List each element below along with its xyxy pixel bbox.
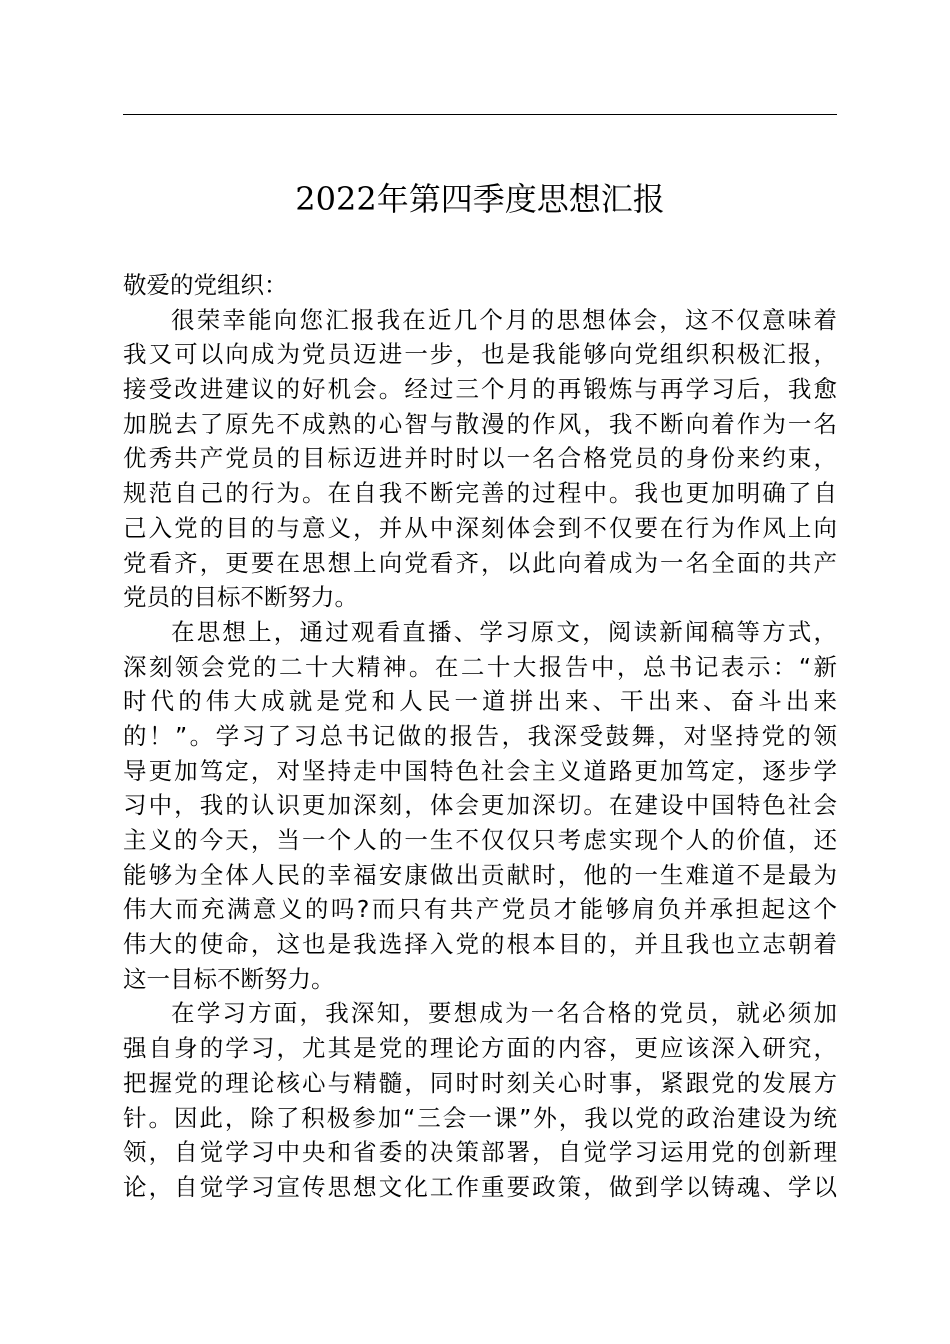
paragraph-2-line: 伟大的使命，这也是我选择入党的根本目的，并且我也立志朝着 — [123, 930, 837, 959]
paragraph-2-line: 在思想上，通过观看直播、学习原文，阅读新闻稿等方式， — [171, 617, 837, 646]
paragraph-3-line: 强自身的学习，尤其是党的理论方面的内容，更应该深入研究， — [123, 1034, 837, 1063]
paragraph-1-line: 己入党的目的与意义，并从中深刻体会到不仅要在行为作风上向 — [123, 513, 837, 542]
document-title: 2022年第四季度思想汇报 — [295, 180, 665, 218]
paragraph-2-line: 时代的伟大成就是党和人民一道拼出来、干出来、奋斗出来 — [123, 687, 837, 716]
paragraph-2-line: 能够为全体人民的幸福安康做出贡献时，他的一生难道不是最为 — [123, 860, 837, 889]
paragraph-3-line: 领，自觉学习中央和省委的决策部署，自觉学习运用党的创新理 — [123, 1138, 837, 1167]
paragraph-3-line: 论，自觉学习宣传思想文化工作重要政策，做到学以铸魂、学以 — [123, 1172, 837, 1201]
paragraph-2-line: 导更加笃定，对坚持走中国特色社会主义道路更加笃定，逐步学 — [123, 756, 837, 785]
paragraph-1-line: 优秀共产党员的目标迈进并时时以一名合格党员的身份来约束， — [123, 444, 837, 473]
paragraph-3-line: 把握党的理论核心与精髓，同时时刻关心时事，紧跟党的发展方 — [123, 1068, 837, 1097]
paragraph-1-line: 我又可以向成为党员迈进一步，也是我能够向党组织积极汇报， — [123, 340, 837, 369]
paragraph-2-line: 主义的今天，当一个人的一生不仅仅只考虑实现个人的价值，还 — [123, 826, 837, 854]
paragraph-2-line: 的！”。学习了习总书记做的报告，我深受鼓舞，对坚持党的领 — [123, 721, 837, 750]
paragraph-2-line: 深刻领会党的二十大精神。在二十大报告中，总书记表示：“新 — [123, 652, 837, 681]
paragraph-2-line: 这一目标不断努力。 — [123, 964, 335, 993]
paragraph-1-line: 党看齐，更要在思想上向党看齐，以此向着成为一名全面的共产 — [123, 548, 837, 577]
paragraph-2-line: 伟大而充满意义的吗?而只有共产党员才能够肩负并承担起这个 — [123, 895, 837, 924]
salutation: 敬爱的党组织： — [123, 271, 288, 299]
paragraph-2-line: 习中，我的认识更加深刻，体会更加深切。在建设中国特色社会 — [123, 791, 837, 820]
paragraph-3-line: 在学习方面，我深知，要想成为一名合格的党员，就必须加 — [171, 999, 837, 1028]
paragraph-3-line: 针。因此，除了积极参加“三会一课”外，我以党的政治建设为统 — [123, 1103, 837, 1132]
header-rule — [123, 114, 837, 115]
paragraph-1-line: 规范自己的行为。在自我不断完善的过程中。我也更加明确了自 — [123, 479, 837, 508]
paragraph-1-line: 党员的目标不断努力。 — [123, 583, 358, 612]
paragraph-1-line: 接受改进建议的好机会。经过三个月的再锻炼与再学习后，我愈 — [123, 375, 837, 404]
paragraph-1-line: 加脱去了原先不成熟的心智与散漫的作风，我不断向着作为一名 — [123, 409, 837, 438]
paragraph-1-line: 很荣幸能向您汇报我在近几个月的思想体会，这不仅意味着 — [171, 305, 837, 334]
document-body — [123, 268, 837, 1205]
